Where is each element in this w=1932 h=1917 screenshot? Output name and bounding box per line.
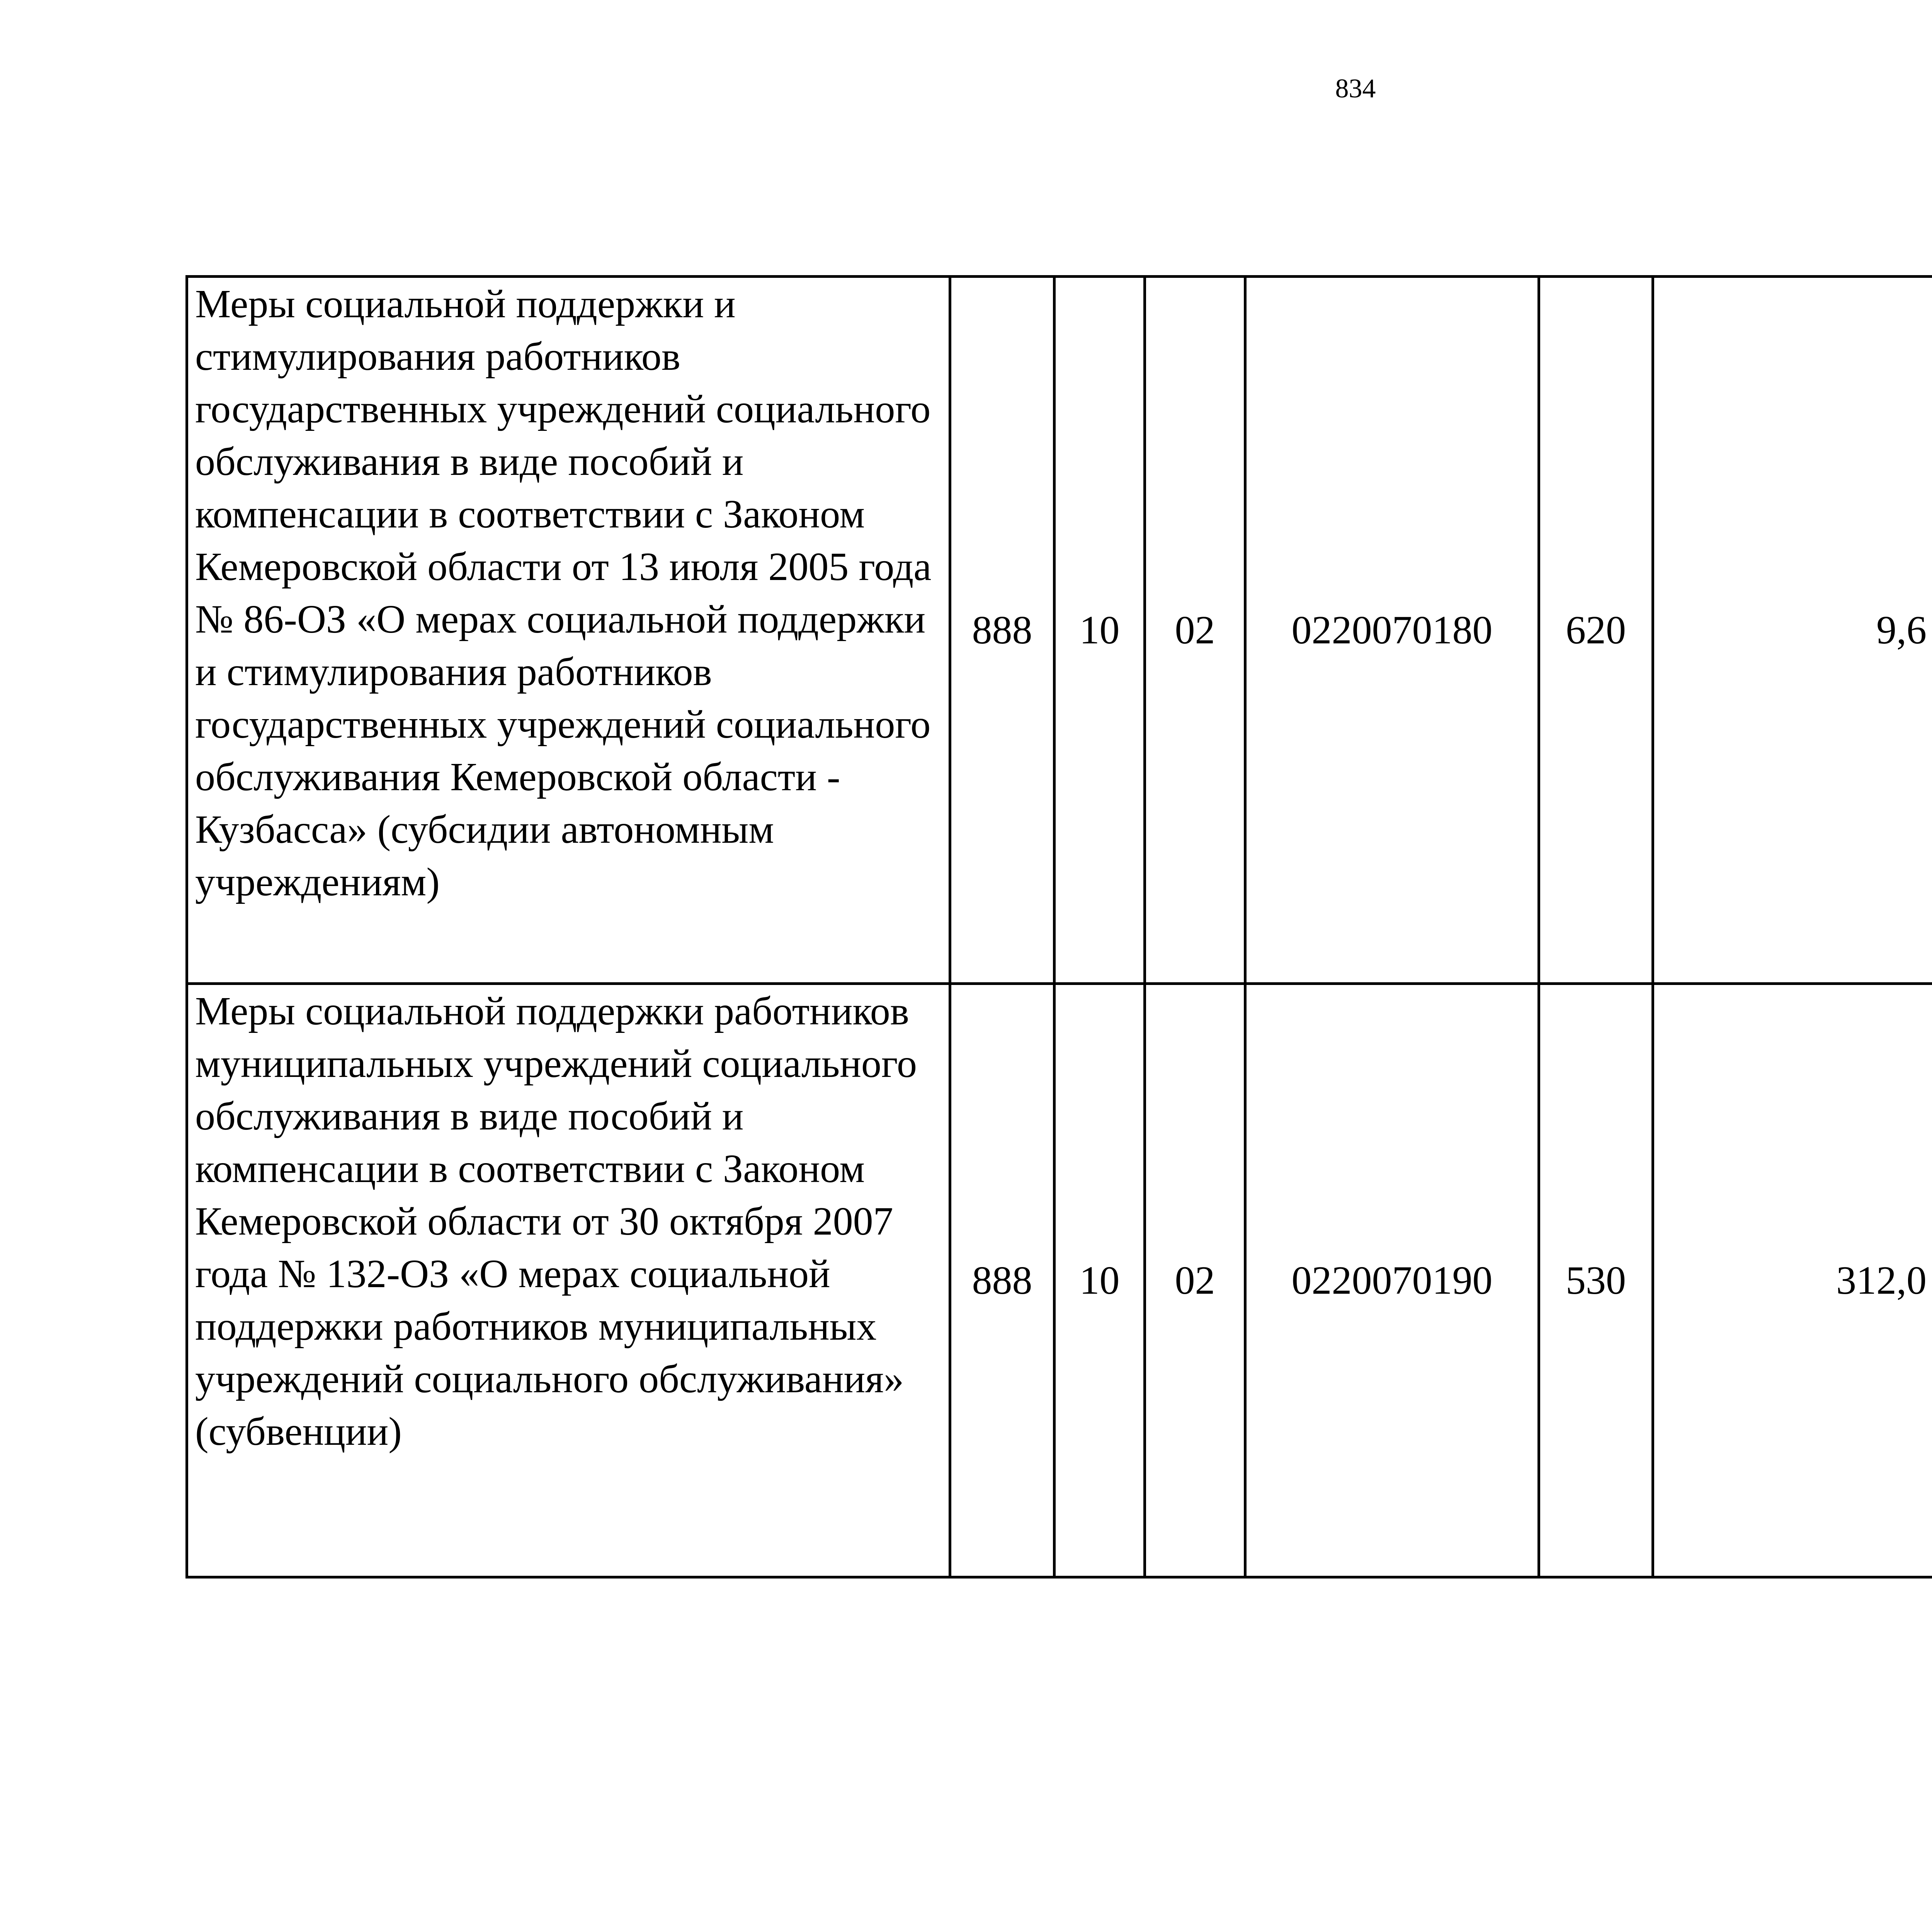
ministry-code: 888 xyxy=(950,984,1054,1577)
budget-table xyxy=(185,275,1932,1579)
expense-type-code: 620 xyxy=(1539,277,1653,984)
section-code: 10 xyxy=(1054,277,1145,984)
amount-year-1: 9,6 xyxy=(1653,277,1932,984)
page-number: 834 xyxy=(1335,74,1376,104)
subsection-code: 02 xyxy=(1145,984,1245,1577)
amount-year-1: 312,0 xyxy=(1653,984,1932,1577)
row-description: Меры социальной поддержки и стимулирования работников государственных учреждений социального обслуживания в виде пособий и компенсации в соответствии с Законом Кемеровской области от 13 июля 2005 года № 86-ОЗ «О мерах социальной поддержки и стимулирования работников государственных учреждений социального обслуживания Кемеровской области - Кузбасса» (субсидии автономным учреждениям) xyxy=(187,277,950,984)
ministry-code: 888 xyxy=(950,277,1054,984)
table-row xyxy=(187,984,1932,1577)
target-article-code: 0220070190 xyxy=(1245,984,1539,1577)
section-code: 10 xyxy=(1054,984,1145,1577)
row-description: Меры социальной поддержки работников муниципальных учреждений социального обслуживания в виде пособий и компенсации в соответствии с Законом Кемеровской области от 30 октября 2007 года № 132-ОЗ «О мерах социальной поддержки работников муниципальных учреждений социального обслуживания» (субвенции) xyxy=(187,984,950,1577)
subsection-code: 02 xyxy=(1145,277,1245,984)
target-article-code: 0220070180 xyxy=(1245,277,1539,984)
expense-type-code: 530 xyxy=(1539,984,1653,1577)
table-row xyxy=(187,277,1932,984)
